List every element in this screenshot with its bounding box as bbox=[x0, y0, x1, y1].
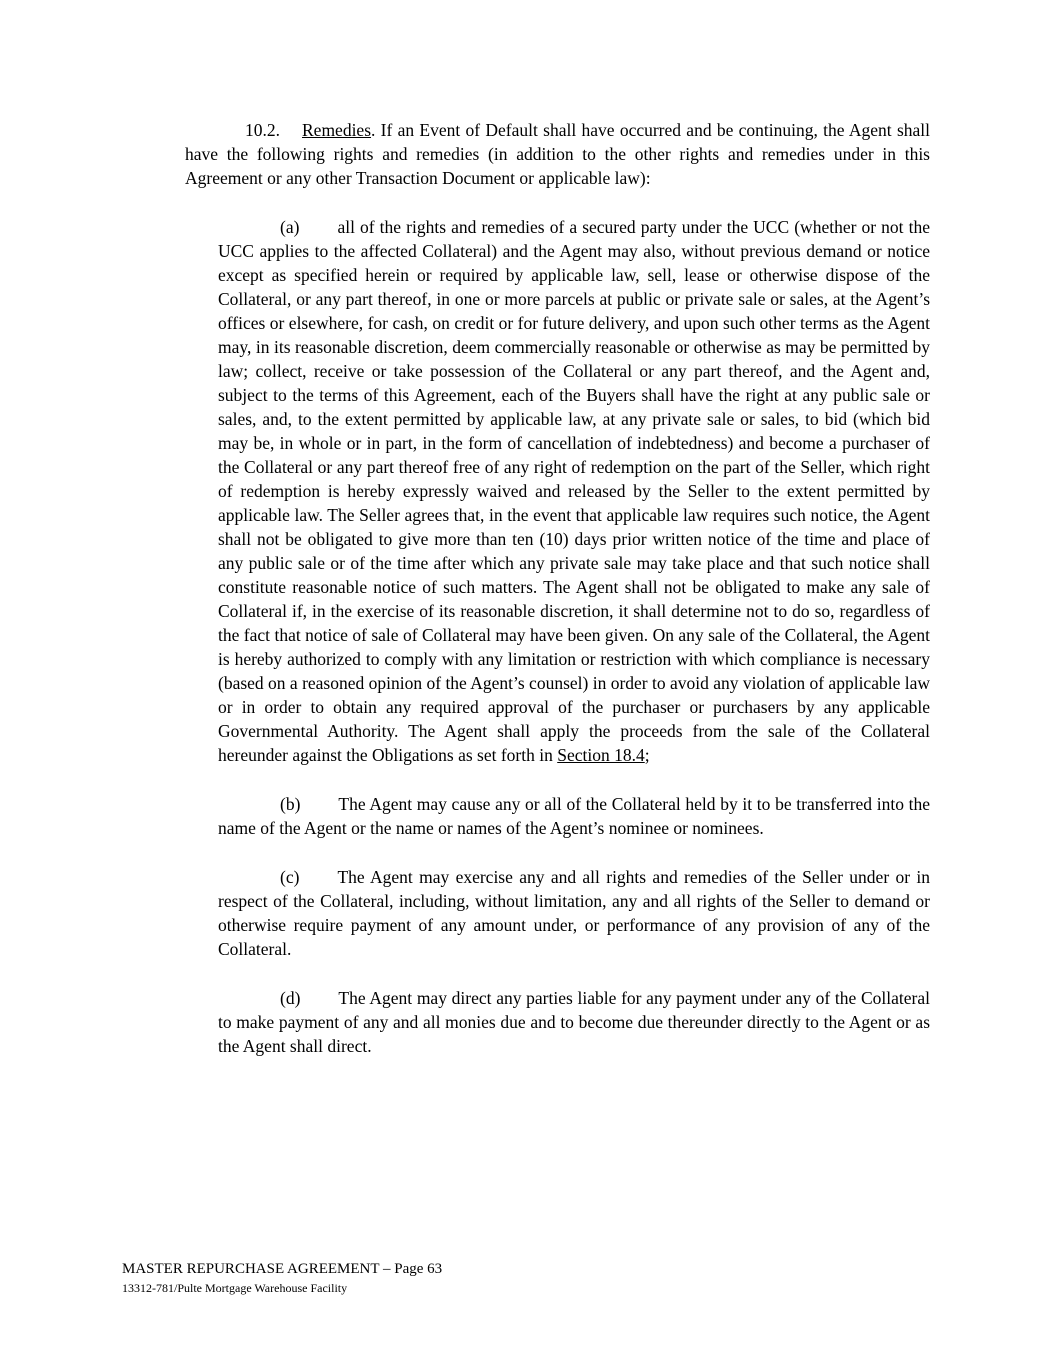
subparagraph-a-label: (a) bbox=[280, 217, 300, 237]
subparagraph-c bbox=[218, 865, 930, 961]
section-18-4-reference: Section 18.4 bbox=[557, 745, 645, 765]
section-number: 10.2. bbox=[245, 120, 280, 140]
tab-spacer bbox=[300, 1003, 338, 1004]
subparagraph-b-label: (b) bbox=[280, 794, 301, 814]
tab-spacer bbox=[280, 135, 302, 136]
subparagraph-b-text: The Agent may cause any or all of the Collateral held by it to be transferred into the name of the Agent or the name or names of the Agent’s nominee or nominees. bbox=[218, 794, 930, 838]
subparagraph-d bbox=[218, 986, 930, 1058]
subparagraph-d-text: The Agent may direct any parties liable for any payment under any of the Collateral to make payment of any and all monies due and to become due thereunder directly to the Agent or as the Agent shall direct. bbox=[218, 988, 930, 1056]
subparagraph-c-label: (c) bbox=[280, 867, 300, 887]
tab-spacer bbox=[299, 882, 337, 883]
subparagraph-c-text: The Agent may exercise any and all rights and remedies of the Seller under or in respect of the Collateral, including, without limitation, any and all rights of the Seller to demand or otherwise require payment of any amount under, or performance of any provision of any of the Collateral. bbox=[218, 867, 930, 959]
section-heading-paragraph bbox=[185, 118, 930, 190]
page-footer bbox=[122, 1259, 442, 1296]
subparagraph-a bbox=[218, 215, 930, 767]
subparagraph-a-tail: ; bbox=[644, 745, 650, 765]
tab-spacer bbox=[300, 809, 338, 810]
tab-spacer bbox=[299, 232, 337, 233]
subparagraph-a-text: all of the rights and remedies of a secured party under the UCC (whether or not the UCC applies to the affected Collateral) and the Agent may also, without previous demand or notice except as specified herein or required by applicable law, sell, lease or otherwise dispose of the Collateral, or any part thereof, in one or more parcels at public or private sale or sales, at the Agent’s offices or elsewhere, for cash, on credit or for future delivery, and upon such other terms as the Agent may, in its reasonable discretion, deem commercially reasonable or otherwise as may be permitted by law; collect, receive or take possession of the Collateral or any part thereof, and the Agent and, subject to the terms of this Agreement, each of the Buyers shall have the right at any public sale or sales, and, to the extent permitted by applicable law, at any private sale or sales, to bid (which bid may be, in whole or in part, in the form of cancellation of indebtedness) and become a purchaser of the Collateral or any part thereof free of any right of redemption on the part of the Seller, which right of redemption is hereby expressly waived and released by the Seller to the extent permitted by applicable law. The Seller agrees that, in the event that applicable law requires such notice, the Agent shall not be obligated to give more than ten (10) days prior written notice of the time and place of any public sale or of the time after which any private sale may take place and that such notice shall constitute reasonable notice of such matters. The Agent shall not be obligated to make any sale of Collateral if, in the exercise of its reasonable discretion, it shall determine not to do so, regardless of the fact that notice of sale of Collateral may have been given. On any sale of the Collateral, the Agent is hereby authorized to comply with any limitation or restriction with which compliance is necessary (based on a reasoned opinion of the Agent’s counsel) in order to avoid any violation of applicable law or in order to obtain any required approval of the purchaser or purchasers by any applicable Governmental Authority. The Agent shall apply the proceeds from the sale of the Collateral hereunder against the Obligations as set forth in bbox=[218, 217, 930, 765]
subparagraph-d-label: (d) bbox=[280, 988, 301, 1008]
section-intro-text: . If an Event of Default shall have occurred and be continuing, the Agent shall have the following rights and remedies (in addition to the other rights and remedies under in this Agreement or any other Transaction Document or applicable law): bbox=[185, 120, 930, 188]
document-content bbox=[185, 118, 930, 1083]
section-title: Remedies bbox=[302, 120, 372, 140]
subparagraph-b bbox=[218, 792, 930, 840]
footer-file-reference: 13312-781/Pulte Mortgage Warehouse Facility bbox=[122, 1281, 348, 1295]
footer-document-title: MASTER REPURCHASE AGREEMENT – Page 63 bbox=[122, 1261, 443, 1277]
